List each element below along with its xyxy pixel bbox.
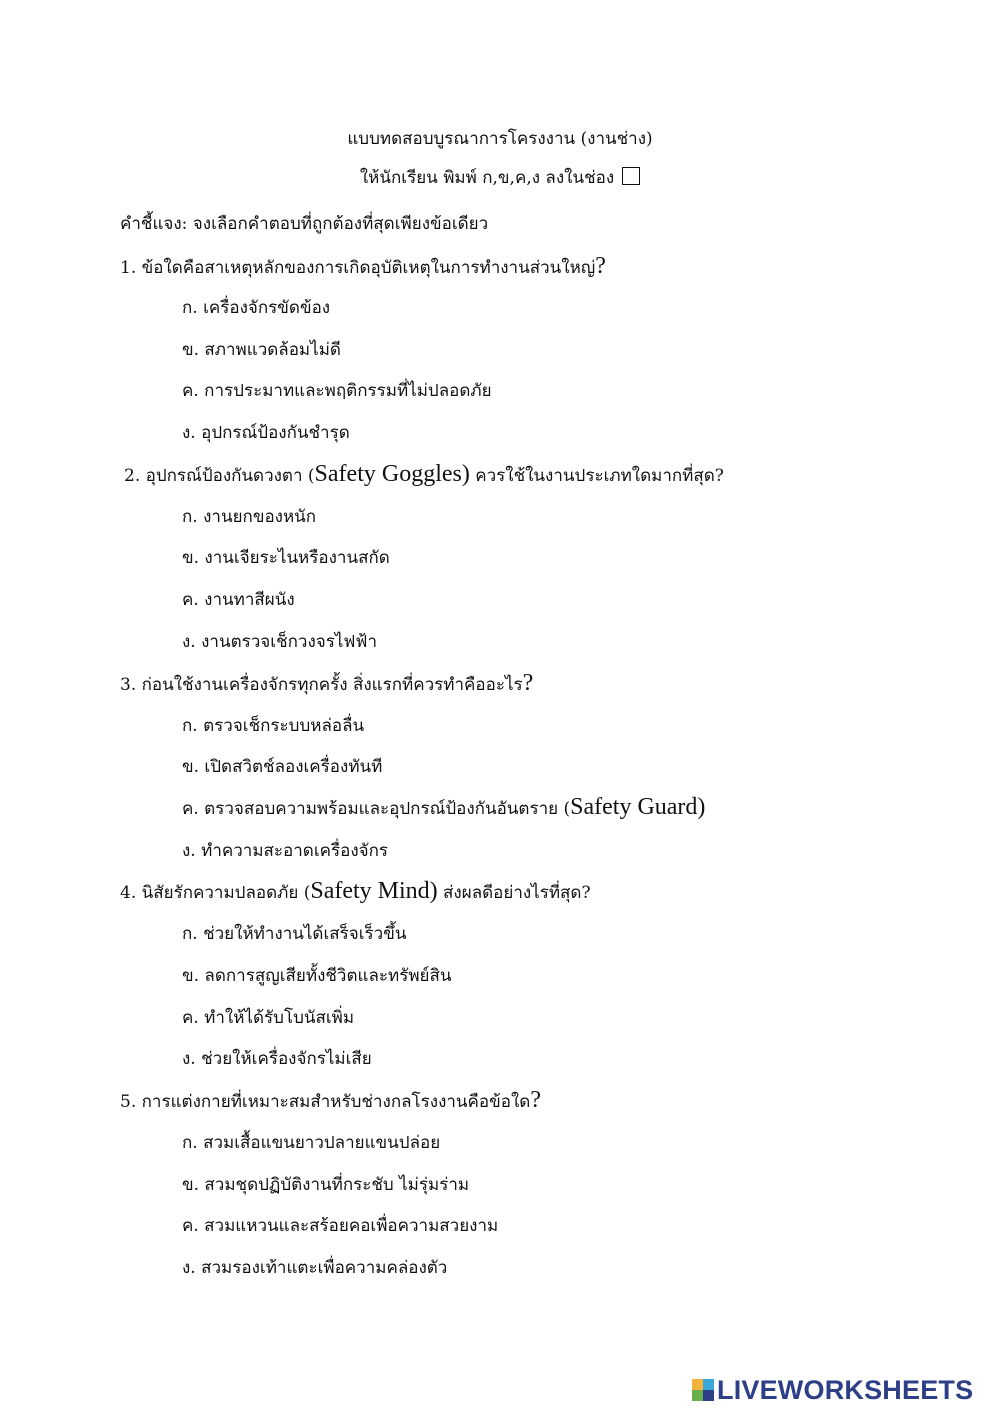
question-3-text: 3. ก่อนใช้งานเครื่องจักรทุกครั้ง สิ่งแรกที่ควรทำคืออะไร: [120, 675, 523, 695]
question-5-text: 5. การแต่งกายที่เหมาะสมสำหรับช่างกลโรงงานคือข้อใด: [120, 1092, 531, 1112]
brand-name: LIVEWORKSHEETS: [717, 1374, 974, 1405]
question-3-option-c-text: ค. ตรวจสอบความพร้อมและอุปกรณ์ป้องกันอันตราย (: [182, 799, 571, 819]
question-3-option-c: [182, 795, 705, 821]
question-5-option-b: ข. สวมชุดปฏิบัติงานที่กระชับ ไม่รุ่มร่าม: [182, 1175, 470, 1195]
question-3-mark: ?: [522, 670, 534, 696]
question-4-option-b: ข. ลดการสูญเสียทั้งชีวิตและทรัพย์สิน: [182, 966, 452, 986]
logo-tile-3: [692, 1390, 703, 1401]
directions: คำชี้แจง: จงเลือกคำตอบที่ถูกต้องที่สุดเพียงข้อเดียว: [120, 214, 489, 234]
question-3: [120, 671, 533, 697]
question-4-option-a: ก. ช่วยให้ทำงานได้เสร็จเร็วขึ้น: [182, 924, 407, 944]
question-5-option-c: ค. สวมแหวนและสร้อยคอเพื่อความสวยงาม: [182, 1216, 499, 1236]
instruction-line: [0, 166, 1000, 190]
question-4: [120, 879, 591, 905]
question-2-option-d: ง. งานตรวจเช็กวงจรไฟฟ้า: [182, 632, 378, 652]
question-1: [120, 254, 606, 280]
question-2-option-b: ข. งานเจียระไนหรืองานสกัด: [182, 548, 390, 568]
question-2-text-after: ควรใช้ในงานประเภทใดมากที่สุด?: [469, 466, 724, 486]
question-4-option-d: ง. ช่วยให้เครื่องจักรไม่เสีย: [182, 1049, 372, 1069]
liveworksheets-brand: [692, 1376, 973, 1404]
question-1-text: 1. ข้อใดคือสาเหตุหลักของการเกิดอุบัติเหตุในการทำงานส่วนใหญ่: [120, 258, 596, 278]
question-2-option-c: ค. งานทาสีผนัง: [182, 590, 295, 610]
question-4-text-after: ส่งผลดีอย่างไรที่สุด?: [437, 883, 591, 903]
question-4-option-c: ค. ทำให้ได้รับโบนัสเพิ่ม: [182, 1008, 355, 1028]
instruction-text: ให้นักเรียน พิมพ์ ก,ข,ค,ง ลงในช่อง: [359, 168, 615, 188]
logo-tile-2: [703, 1379, 714, 1390]
question-1-option-c: ค. การประมาทและพฤติกรรมที่ไม่ปลอดภัย: [182, 381, 492, 401]
question-1-option-d: ง. อุปกรณ์ป้องกันชำรุด: [182, 423, 350, 443]
question-3-option-c-latin: Safety Guard): [570, 794, 706, 820]
page-title: แบบทดสอบบูรณาการโครงงาน (งานช่าง): [347, 129, 653, 149]
question-3-option-b: ข. เปิดสวิตช์ลองเครื่องทันที: [182, 757, 383, 777]
logo-tile-1: [692, 1379, 703, 1390]
question-2-text: 2. อุปกรณ์ป้องกันดวงตา (: [124, 466, 315, 486]
answer-box-icon: [622, 167, 640, 185]
question-3-option-a: ก. ตรวจเช็กระบบหล่อลื่น: [182, 716, 365, 736]
question-5-option-d: ง. สวมรองเท้าแตะเพื่อความคล่องตัว: [182, 1258, 448, 1278]
question-2-option-a: ก. งานยกของหนัก: [182, 507, 317, 527]
liveworksheets-logo-icon: [692, 1379, 714, 1401]
question-4-latin: Safety Mind): [310, 878, 438, 904]
question-5-mark: ?: [530, 1087, 541, 1113]
question-2-latin: Safety Goggles): [314, 461, 470, 487]
question-1-mark: ?: [595, 253, 606, 279]
question-1-option-b: ข. สภาพแวดล้อมไม่ดี: [182, 340, 341, 360]
question-3-option-d: ง. ทำความสะอาดเครื่องจักร: [182, 841, 389, 861]
question-2: [124, 462, 724, 488]
question-4-text: 4. นิสัยรักความปลอดภัย (: [120, 883, 311, 903]
question-5: [120, 1088, 541, 1114]
logo-tile-4: [703, 1390, 714, 1401]
question-5-option-a: ก. สวมเสื้อแขนยาวปลายแขนปล่อย: [182, 1133, 441, 1153]
question-1-option-a: ก. เครื่องจักรขัดข้อง: [182, 298, 331, 318]
